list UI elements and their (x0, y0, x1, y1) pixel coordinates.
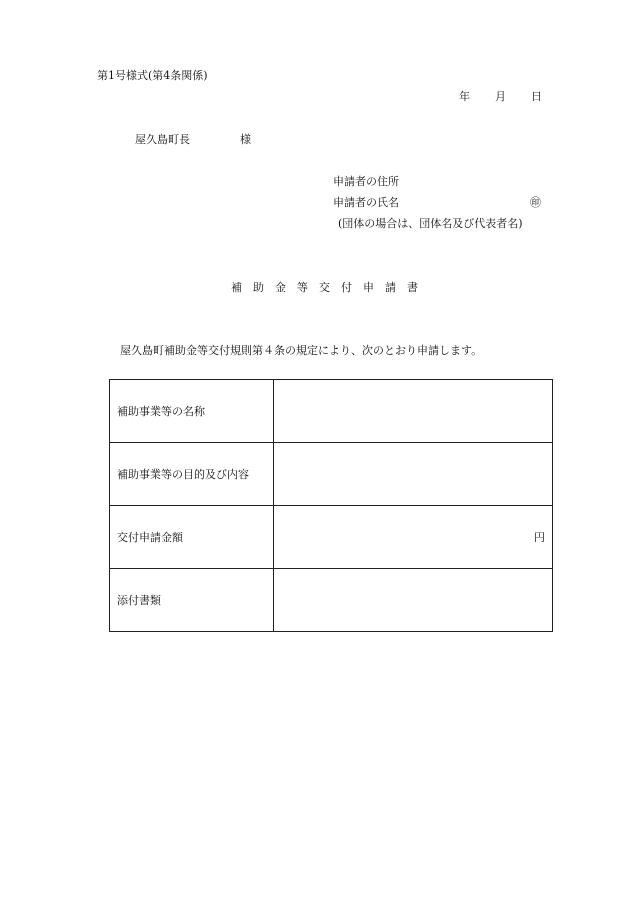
table-row (110, 569, 553, 632)
date-month-label: 月 (495, 90, 506, 103)
table-row (110, 506, 553, 569)
addressee-honorific: 様 (240, 133, 251, 146)
seal-mark: ㊞ (530, 196, 541, 209)
document-title: 補助金等交付申請書 (231, 281, 429, 294)
row-value-field[interactable]: 円 (274, 506, 553, 569)
row-value-field[interactable] (274, 569, 553, 632)
applicant-address-label: 申請者の住所 (333, 175, 399, 188)
row-label: 補助事業等の名称 (110, 380, 274, 443)
date-line (459, 88, 542, 104)
row-value-field[interactable] (274, 380, 553, 443)
form-number: 第1号様式(第4条関係) (97, 69, 208, 82)
applicant-note: (団体の場合は、団体名及び代表者名) (338, 217, 523, 230)
date-year-label: 年 (459, 90, 470, 103)
row-label: 補助事業等の目的及び内容 (110, 443, 274, 506)
row-label: 添付書類 (110, 569, 274, 632)
table-row (110, 443, 553, 506)
intro-text: 屋久島町補助金等交付規則第４条の規定により、次のとおり申請します。 (120, 344, 483, 357)
row-value-field[interactable] (274, 443, 553, 506)
table-row (110, 380, 553, 443)
addressee-name: 屋久島町長 (135, 133, 190, 146)
row-label: 交付申請金額 (110, 506, 274, 569)
date-day-label: 日 (531, 90, 542, 103)
addressee (135, 131, 251, 147)
application-table (109, 379, 553, 632)
applicant-name-label: 申請者の氏名 (333, 196, 399, 209)
